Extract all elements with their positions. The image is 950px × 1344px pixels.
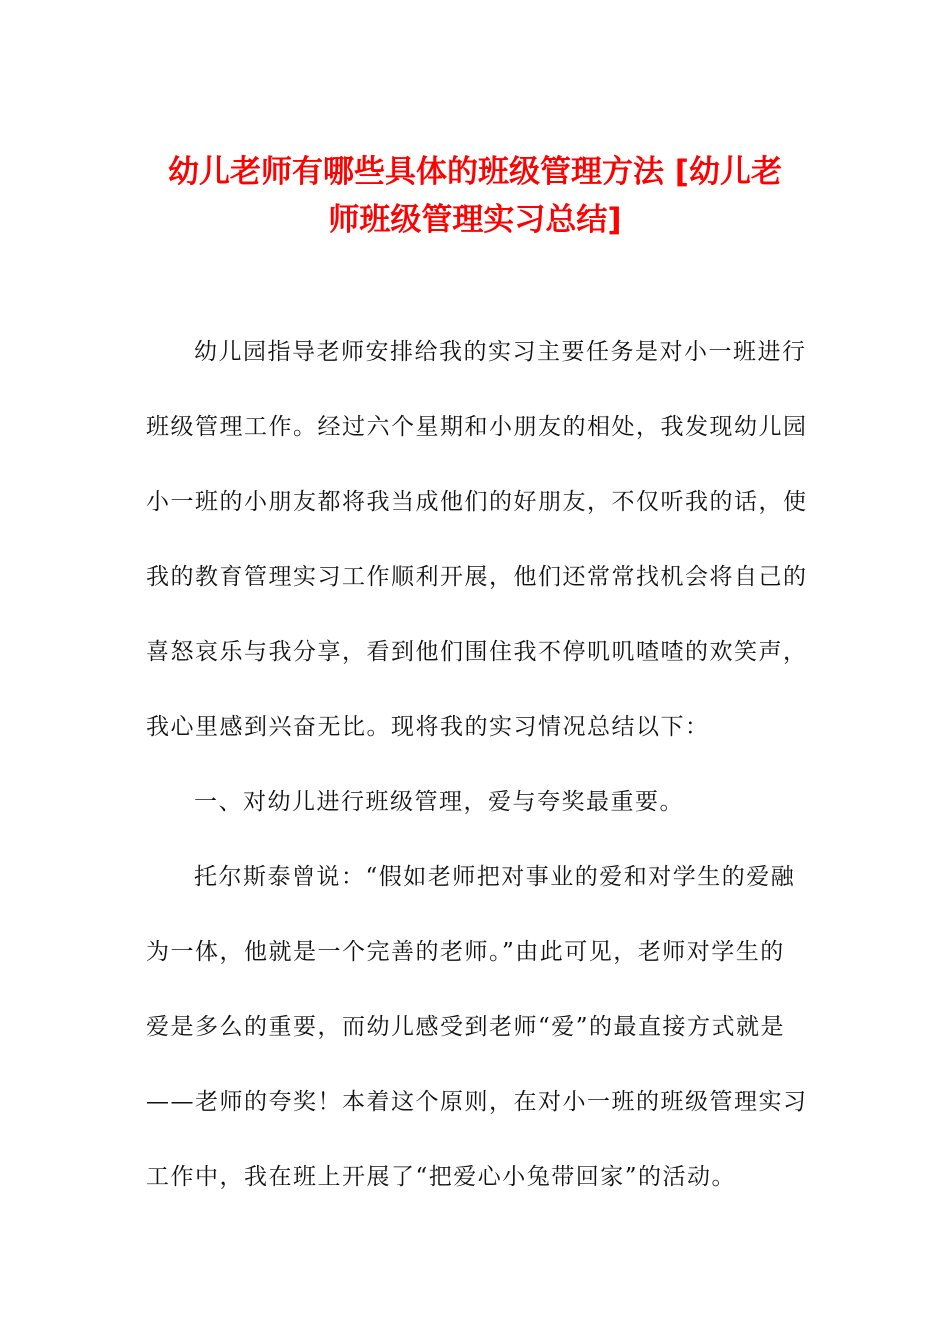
paragraph-2-line-4: ——老师的夸奖！本着这个原则，在对小一班的班级管理实习	[146, 1089, 808, 1115]
paragraph-1-line-1: 幼儿园指导老师安排给我的实习主要任务是对小一班进行	[194, 339, 807, 365]
paragraph-1-line-2: 班级管理工作。经过六个星期和小朋友的相处，我发现幼儿园	[146, 414, 808, 440]
paragraph-1-line-6: 我心里感到兴奋无比。现将我的实习情况总结以下：	[146, 714, 710, 740]
section-heading-1: 一、对幼儿进行班级管理，爱与夸奖最重要。	[194, 789, 684, 815]
paragraph-2-line-5: 工作中，我在班上开展了“把爱心小兔带回家”的活动。	[146, 1164, 737, 1190]
title-line-1: 幼儿老师有哪些具体的班级管理方法 [幼儿老	[168, 154, 782, 190]
document-body	[146, 327, 808, 1227]
paragraph-2-line-2: 为一体，他就是一个完善的老师。”由此可见，老师对学生的	[146, 939, 785, 965]
paragraph-1-line-4: 我的教育管理实习工作顺利开展，他们还常常找机会将自己的	[146, 564, 808, 590]
title-line-2: 师班级管理实习总结]	[328, 202, 622, 238]
paragraph-1-line-3: 小一班的小朋友都将我当成他们的好朋友，不仅听我的话，使	[146, 489, 808, 515]
paragraph-2-line-1: 托尔斯泰曾说：“假如老师把对事业的爱和对学生的爱融	[194, 864, 796, 890]
paragraph-1-line-5: 喜怒哀乐与我分享，看到他们围住我不停叽叽喳喳的欢笑声，	[146, 639, 808, 665]
document-title	[120, 148, 830, 244]
paragraph-2-line-3: 爱是多么的重要，而幼儿感受到老师“爱”的最直接方式就是	[146, 1014, 786, 1040]
